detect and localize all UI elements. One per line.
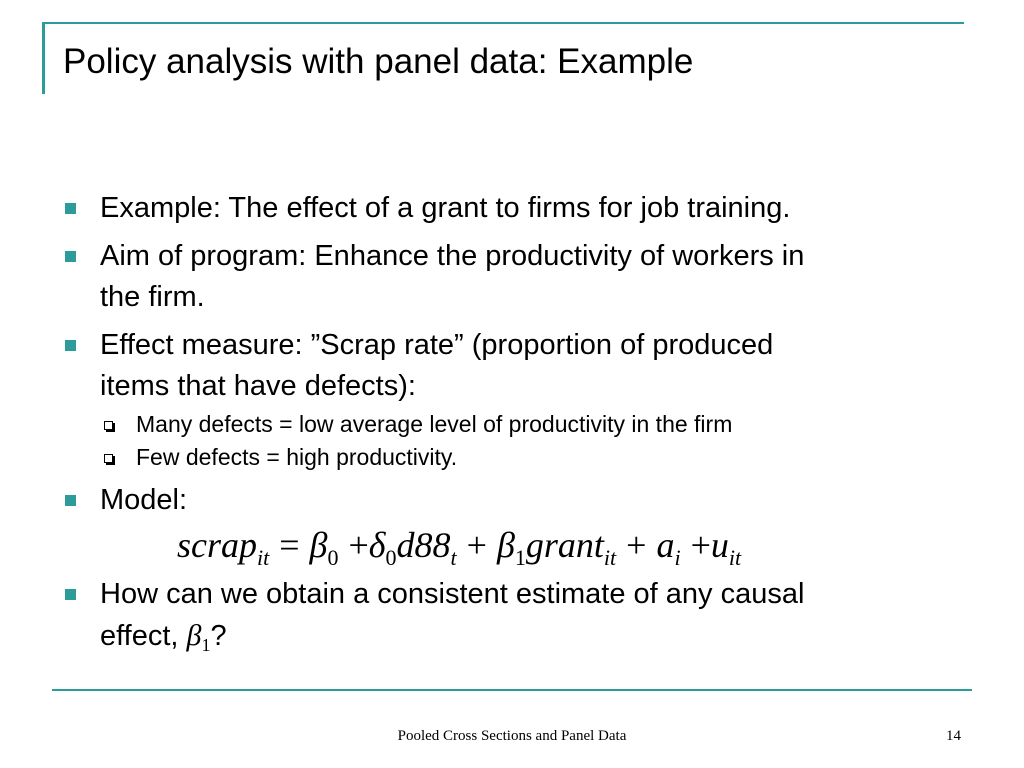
hollow-square-bullet-icon: [104, 454, 113, 463]
title-accent-horizontal-line: [42, 22, 964, 24]
bullet-text: Example: The effect of a grant to firms for job training.: [100, 192, 791, 224]
bullet-item-effect-measure: [62, 325, 962, 407]
sub-bullet-few-defects: [62, 442, 962, 473]
eq-sub-1: 1: [514, 545, 526, 570]
title-accent-vertical-line: [42, 22, 45, 94]
footer-divider: [52, 689, 972, 691]
eq-sub-it: it: [257, 545, 270, 570]
sub-bullet-many-defects: [62, 409, 962, 440]
eq-equals: =: [279, 525, 300, 565]
footer-title: Pooled Cross Sections and Panel Data: [397, 728, 627, 744]
eq-plus: +: [626, 525, 647, 565]
eq-beta0: β: [309, 525, 328, 565]
model-equation: [62, 523, 962, 570]
square-bullet-icon: [65, 340, 76, 351]
square-bullet-icon: [65, 589, 76, 600]
eq-sub-i: i: [674, 545, 681, 570]
hollow-square-bullet-icon: [104, 421, 113, 430]
bullet-text: Aim of program: Enhance the productivity of workers in: [100, 240, 805, 272]
eq-var-grant: grant: [525, 525, 604, 565]
eq-beta1: β: [496, 525, 515, 565]
page-number: 14: [946, 728, 961, 744]
bullet-text: How can we obtain a consistent estimate of any causal: [100, 578, 805, 610]
sub-bullet-text: Many defects = low average level of productivity in the firm: [136, 411, 733, 437]
square-bullet-icon: [65, 251, 76, 262]
bullet-item-example: [62, 188, 962, 229]
inline-beta-symbol: β: [186, 619, 202, 652]
bullet-text: Model:: [100, 484, 188, 516]
eq-var-scrap: scrap: [177, 525, 257, 565]
inline-beta1: [186, 619, 211, 655]
bullet-list: [62, 188, 962, 657]
eq-plus: +: [466, 525, 487, 565]
eq-delta0: δ: [368, 525, 386, 565]
bullet-item-model: [62, 480, 962, 521]
eq-plus: +: [690, 525, 711, 565]
bullet-text: Effect measure: ”Scrap rate” (proportion of produced: [100, 329, 774, 361]
bullet-text-continued: the firm.: [100, 281, 205, 313]
eq-var-u: u: [710, 525, 729, 565]
bullet-item-question: [62, 574, 962, 657]
eq-sub-it: it: [728, 545, 742, 570]
bullet-text-continued: items that have defects):: [100, 370, 416, 402]
bullet-item-aim: [62, 236, 962, 318]
square-bullet-icon: [65, 495, 76, 506]
eq-sub-0: 0: [327, 545, 339, 570]
eq-sub-0: 0: [385, 545, 397, 570]
eq-var-a: a: [656, 525, 675, 565]
sub-bullet-text: Few defects = high productivity.: [136, 444, 458, 470]
bullet-text-continued: effect,: [100, 620, 179, 652]
square-bullet-icon: [65, 203, 76, 214]
slide-title: Policy analysis with panel data: Example: [63, 42, 694, 81]
question-mark: ?: [210, 620, 227, 652]
eq-var-d88: d88: [396, 525, 451, 565]
eq-sub-t: t: [450, 545, 457, 570]
eq-sub-it: it: [603, 545, 617, 570]
eq-plus: +: [348, 525, 369, 565]
inline-beta-sub: 1: [201, 635, 211, 655]
